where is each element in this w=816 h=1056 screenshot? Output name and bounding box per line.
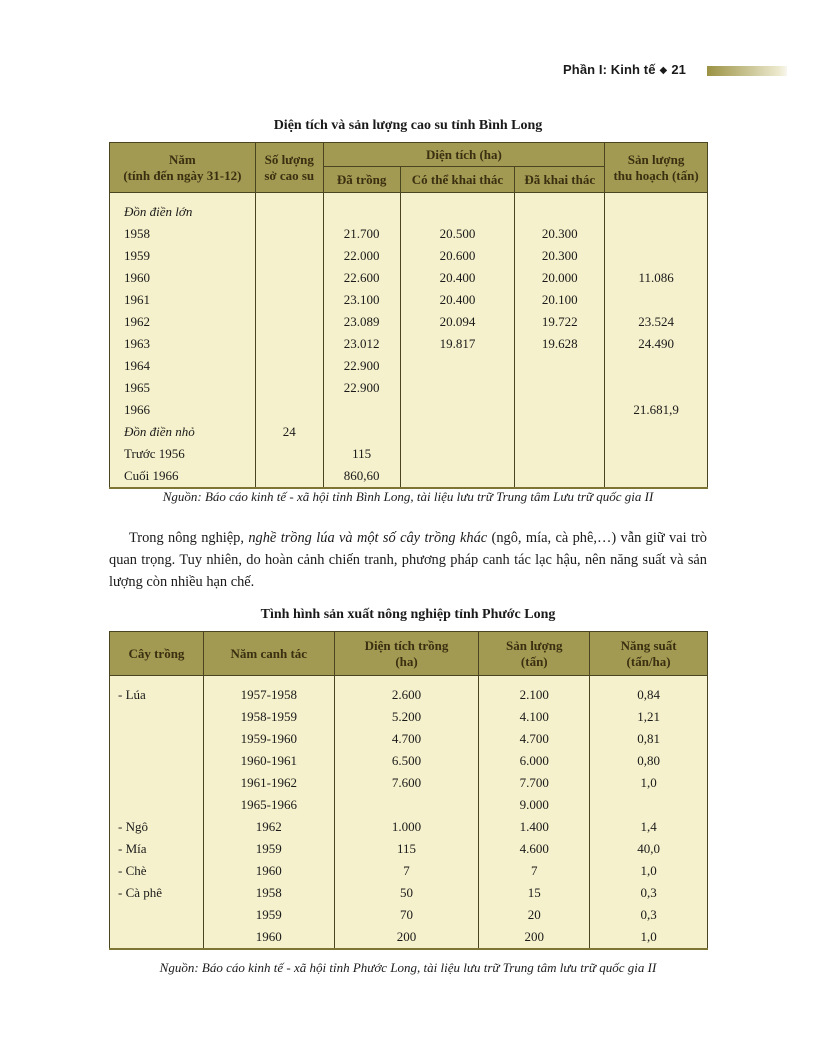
table-row — [110, 904, 708, 926]
table-row — [110, 860, 708, 882]
cell-count — [255, 201, 323, 223]
cell-output: 1.400 — [479, 816, 590, 838]
cell-yield — [605, 465, 708, 488]
cell-count — [255, 245, 323, 267]
emphasis-text: nghề trồng lúa và một số cây trồng khác — [248, 530, 488, 546]
cell-planted: 22.000 — [323, 245, 400, 267]
cell-count — [255, 267, 323, 289]
cell-yield — [605, 223, 708, 245]
cell-area: 5.200 — [334, 706, 479, 728]
table-row — [110, 750, 708, 772]
header-years: Năm canh tác — [203, 632, 334, 676]
cell-output: 9.000 — [479, 794, 590, 816]
cell-exploitable: 20.094 — [400, 311, 515, 333]
cell-exploited: 20.100 — [515, 289, 605, 311]
table-row — [110, 882, 708, 904]
cell-exploitable: 19.817 — [400, 333, 515, 355]
cell-area: 7.600 — [334, 772, 479, 794]
table-row — [110, 267, 708, 289]
table-row — [110, 465, 708, 488]
cell-year: 1959 — [110, 245, 256, 267]
cell-exploitable: 20.400 — [400, 289, 515, 311]
cell-yield — [605, 245, 708, 267]
cell-year: Cuối 1966 — [110, 465, 256, 488]
cell-yield: 1,0 — [590, 772, 708, 794]
cell-exploited: 20.300 — [515, 223, 605, 245]
cell-yield: 40,0 — [590, 838, 708, 860]
table1-title: Diện tích và sản lượng cao su tỉnh Bình Long — [273, 118, 543, 133]
cell-years: 1959 — [203, 838, 334, 860]
cell-year: 1963 — [110, 333, 256, 355]
cell-area: 1.000 — [334, 816, 479, 838]
cell-yield — [605, 421, 708, 443]
header-area2: Diện tích trồng (ha) — [334, 632, 479, 676]
table-row — [110, 201, 708, 223]
cell-area — [334, 794, 479, 816]
header-gradient-bar — [707, 66, 787, 76]
cell-planted: 22.900 — [323, 377, 400, 399]
cell-exploited — [515, 399, 605, 421]
cell-planted: 21.700 — [323, 223, 400, 245]
cell-years: 1965-1966 — [203, 794, 334, 816]
cell-yield — [605, 443, 708, 465]
cell-exploited — [515, 355, 605, 377]
table-row — [110, 443, 708, 465]
cell-count — [255, 333, 323, 355]
cell-years: 1961-1962 — [203, 772, 334, 794]
table-row — [110, 377, 708, 399]
cell-area: 50 — [334, 882, 479, 904]
cell-output: 4.700 — [479, 728, 590, 750]
cell-years: 1960-1961 — [203, 750, 334, 772]
cell-area: 70 — [334, 904, 479, 926]
cell-area: 7 — [334, 860, 479, 882]
cell-count — [255, 289, 323, 311]
cell-year: 1960 — [110, 267, 256, 289]
cell-yield: 0,3 — [590, 904, 708, 926]
table-row — [110, 421, 708, 443]
cell-exploitable — [400, 443, 515, 465]
cell-year: Trước 1956 — [110, 443, 256, 465]
cell-crop — [110, 794, 204, 816]
cell-yield: 1,0 — [590, 926, 708, 949]
header-exploited: Đã khai thác — [515, 167, 605, 193]
cell-year: Đồn điền nhỏ — [110, 421, 256, 443]
cell-count — [255, 311, 323, 333]
cell-years: 1959-1960 — [203, 728, 334, 750]
cell-output: 200 — [479, 926, 590, 949]
cell-yield — [605, 355, 708, 377]
header-count: Số lượng sở cao su — [255, 143, 323, 193]
table-row — [110, 333, 708, 355]
cell-yield: 23.524 — [605, 311, 708, 333]
header-output: Sản lượng (tấn) — [479, 632, 590, 676]
cell-area: 115 — [334, 838, 479, 860]
cell-years: 1957-1958 — [203, 684, 334, 706]
cell-years: 1962 — [203, 816, 334, 838]
cell-planted: 22.600 — [323, 267, 400, 289]
table-row — [110, 223, 708, 245]
cell-count: 24 — [255, 421, 323, 443]
cell-crop — [110, 750, 204, 772]
table-row — [110, 728, 708, 750]
cell-exploitable — [400, 465, 515, 488]
cell-year: 1966 — [110, 399, 256, 421]
cell-exploited: 19.628 — [515, 333, 605, 355]
cell-exploited — [515, 465, 605, 488]
cell-crop — [110, 926, 204, 949]
table-row — [110, 355, 708, 377]
header-exploitable: Có thể khai thác — [400, 167, 515, 193]
cell-year: 1964 — [110, 355, 256, 377]
page-number: 21 — [671, 62, 686, 77]
cell-yield — [605, 377, 708, 399]
cell-crop — [110, 904, 204, 926]
table2-title: Tình hình sản xuất nông nghiệp tỉnh Phước Long — [260, 607, 556, 622]
cell-yield: 1,4 — [590, 816, 708, 838]
cell-yield — [605, 289, 708, 311]
cell-yield: 24.490 — [605, 333, 708, 355]
cell-crop: - Mía — [110, 838, 204, 860]
cell-area: 4.700 — [334, 728, 479, 750]
table-row — [110, 816, 708, 838]
cell-output: 7.700 — [479, 772, 590, 794]
diamond-icon: ◆ — [659, 65, 668, 76]
cell-yield — [605, 201, 708, 223]
table-row — [110, 706, 708, 728]
header-planted: Đã trồng — [323, 167, 400, 193]
header-crop: Cây trồng — [110, 632, 204, 676]
cell-yield — [590, 794, 708, 816]
cell-yield: 0,81 — [590, 728, 708, 750]
cell-years: 1958-1959 — [203, 706, 334, 728]
table-row — [110, 289, 708, 311]
cell-years: 1960 — [203, 860, 334, 882]
cell-exploitable: 20.500 — [400, 223, 515, 245]
cell-years: 1958 — [203, 882, 334, 904]
cell-planted: 23.089 — [323, 311, 400, 333]
cell-crop — [110, 706, 204, 728]
table-row — [110, 399, 708, 421]
cell-year: 1965 — [110, 377, 256, 399]
cell-area: 2.600 — [334, 684, 479, 706]
section-title: Phần I: Kinh tế — [563, 62, 656, 77]
cell-crop: - Cà phê — [110, 882, 204, 904]
cell-exploitable — [400, 355, 515, 377]
rubber-table — [109, 142, 708, 489]
header-yield2: Năng suất (tấn/ha) — [590, 632, 708, 676]
table-row — [110, 772, 708, 794]
cell-yield: 1,21 — [590, 706, 708, 728]
header-text — [563, 62, 686, 77]
cell-exploited — [515, 201, 605, 223]
cell-count — [255, 355, 323, 377]
running-header — [0, 62, 816, 80]
cell-area: 6.500 — [334, 750, 479, 772]
cell-output: 15 — [479, 882, 590, 904]
cell-years: 1960 — [203, 926, 334, 949]
cell-count — [255, 377, 323, 399]
cell-crop — [110, 728, 204, 750]
table-row — [110, 838, 708, 860]
cell-yield: 11.086 — [605, 267, 708, 289]
cell-years: 1959 — [203, 904, 334, 926]
cell-output: 4.600 — [479, 838, 590, 860]
cell-planted: 23.012 — [323, 333, 400, 355]
cell-yield: 0,3 — [590, 882, 708, 904]
cell-output: 7 — [479, 860, 590, 882]
cell-crop: - Ngô — [110, 816, 204, 838]
cell-output: 4.100 — [479, 706, 590, 728]
cell-planted — [323, 421, 400, 443]
cell-year: 1958 — [110, 223, 256, 245]
cell-crop: - Chè — [110, 860, 204, 882]
table-row — [110, 684, 708, 706]
header-year: Năm (tính đến ngày 31-12) — [110, 143, 256, 193]
cell-exploitable — [400, 399, 515, 421]
cell-planted: 860,60 — [323, 465, 400, 488]
cell-exploited — [515, 377, 605, 399]
cell-count — [255, 223, 323, 245]
cell-output: 6.000 — [479, 750, 590, 772]
cell-exploited: 19.722 — [515, 311, 605, 333]
cell-yield: 1,0 — [590, 860, 708, 882]
cell-planted: 115 — [323, 443, 400, 465]
cell-year: 1961 — [110, 289, 256, 311]
cell-output: 2.100 — [479, 684, 590, 706]
header-yield: Sản lượng thu hoạch (tấn) — [605, 143, 708, 193]
cell-exploitable — [400, 201, 515, 223]
cell-exploited — [515, 421, 605, 443]
cell-exploitable: 20.600 — [400, 245, 515, 267]
cell-year: Đồn điền lớn — [110, 201, 256, 223]
agriculture-table — [109, 631, 708, 950]
table-row — [110, 794, 708, 816]
cell-count — [255, 443, 323, 465]
table-row — [110, 245, 708, 267]
body-paragraph: Trong nông nghiệp, nghề trồng lúa và một số cây trồng khác (ngô, mía, cà phê,…) vẫn giữ vai trò quan trọng. Tuy nhiên, do hoàn cảnh chiến tranh, phương pháp canh tác lạc hậu, nên năng suất và sản lượng còn nhiều hạn chế. — [109, 530, 707, 590]
cell-planted — [323, 201, 400, 223]
cell-year: 1962 — [110, 311, 256, 333]
cell-exploitable: 20.400 — [400, 267, 515, 289]
table2-source: Nguồn: Báo cáo kinh tế - xã hội tỉnh Phước Long, tài liệu lưu trữ Trung tâm lưu trữ quốc gia II — [159, 960, 657, 975]
cell-planted — [323, 399, 400, 421]
header-area: Diện tích (ha) — [323, 143, 604, 167]
cell-exploited: 20.300 — [515, 245, 605, 267]
cell-exploited — [515, 443, 605, 465]
cell-count — [255, 399, 323, 421]
table1-source: Nguồn: Báo cáo kinh tế - xã hội tỉnh Bình Long, tài liệu lưu trữ Trung tâm Lưu trữ quốc gia II — [162, 489, 654, 504]
cell-yield: 0,80 — [590, 750, 708, 772]
cell-crop: - Lúa — [110, 684, 204, 706]
cell-count — [255, 465, 323, 488]
cell-crop — [110, 772, 204, 794]
cell-exploited: 20.000 — [515, 267, 605, 289]
table-row — [110, 311, 708, 333]
cell-exploitable — [400, 377, 515, 399]
cell-yield: 0,84 — [590, 684, 708, 706]
table-row — [110, 926, 708, 949]
cell-area: 200 — [334, 926, 479, 949]
cell-planted: 22.900 — [323, 355, 400, 377]
cell-exploitable — [400, 421, 515, 443]
cell-planted: 23.100 — [323, 289, 400, 311]
cell-yield: 21.681,9 — [605, 399, 708, 421]
cell-output: 20 — [479, 904, 590, 926]
